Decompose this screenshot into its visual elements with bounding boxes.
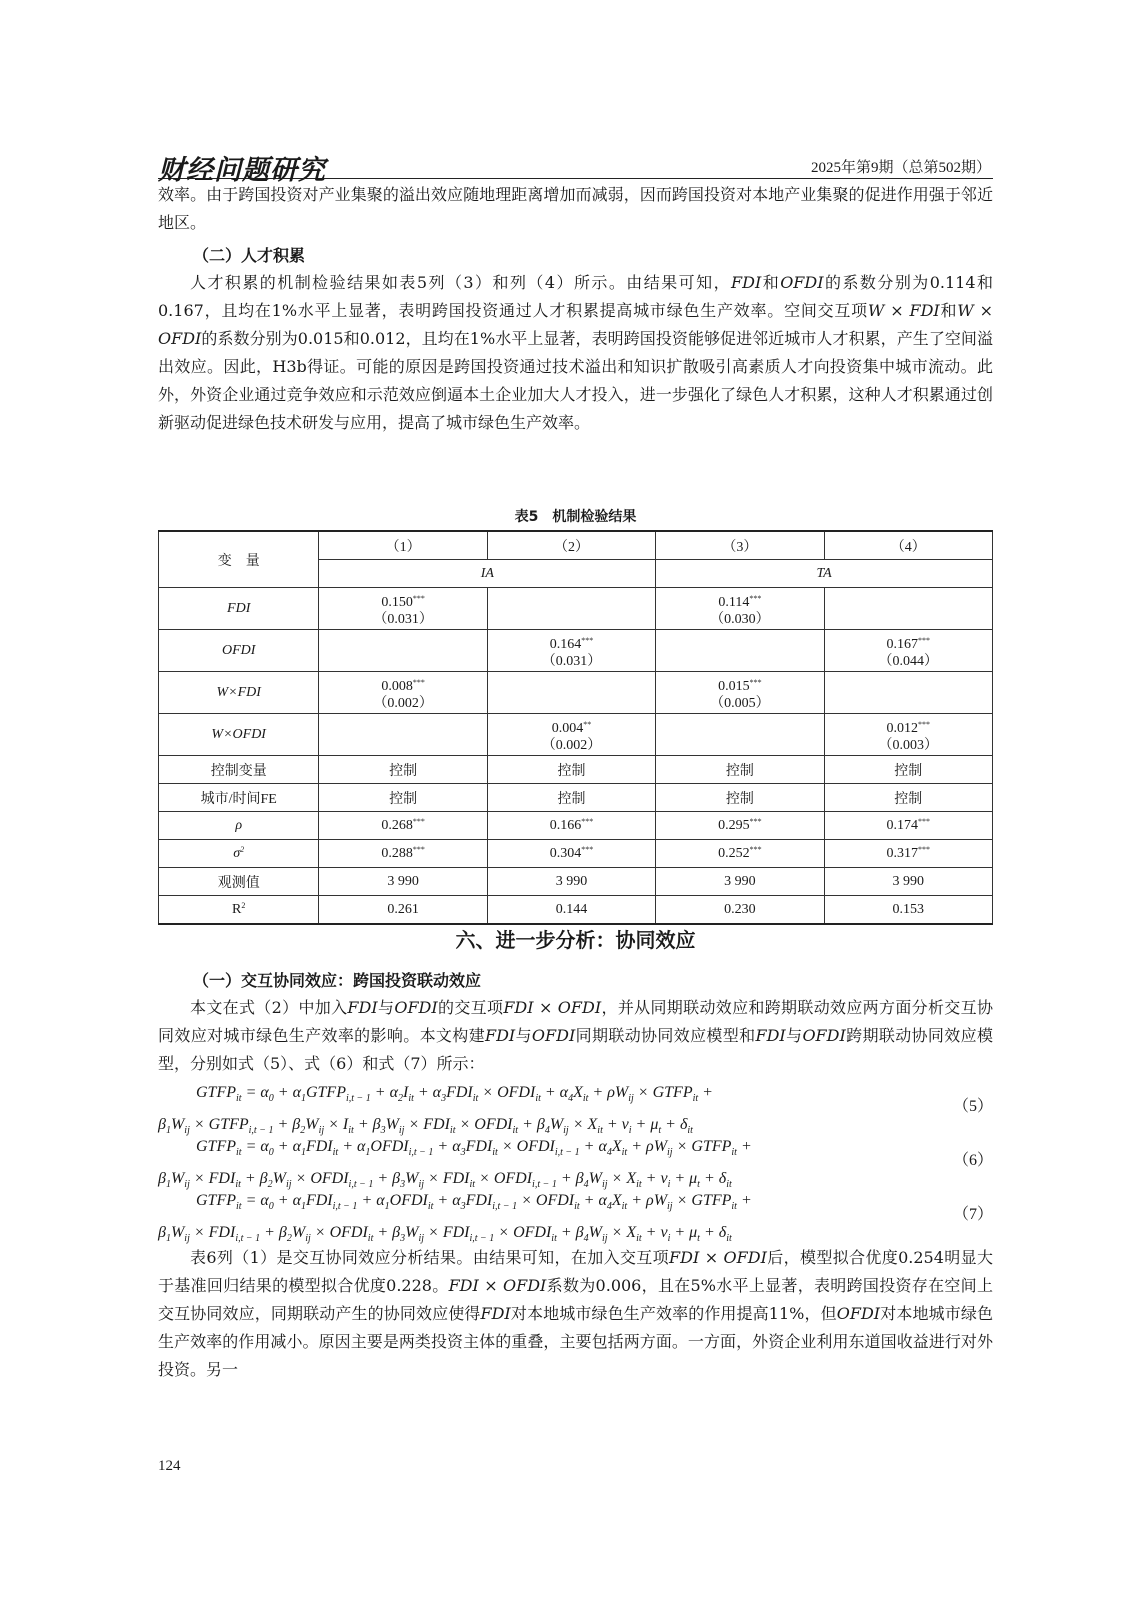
row-label-rho: ρ xyxy=(159,812,319,840)
table-cell: 控制 xyxy=(656,756,824,784)
mechanism-table xyxy=(158,530,993,925)
subheading-talent: （二）人才积累 xyxy=(193,246,306,265)
running-header xyxy=(158,148,993,186)
table-cell: 3 990 xyxy=(656,868,824,896)
table-cell: 0.230 xyxy=(656,896,824,925)
table-cell xyxy=(824,672,992,714)
equation-7: $GTFP_{it} = \alpha_0 + \alpha_1FDI_{i,t - 1}$ + $\alpha_1OFDI_{it} + \alpha_3FDI_{i,t - 1}$ × $OFDI_{it} + \alpha_4X_{it} + \rho W_{ij}$ × $GTFP_{it}$ + $\beta_1W_{ij} \times FDI_{i,t - 1} + \beta_2W_{ij}$ × $OFDI_{it} + \beta_3W_{ij} \times FDI_{i,t - 1}$ × $OFDI_{it} + \beta_4W_{ij} \times X_{it} + \nu_i + \mu_t + \delta_{it}$ （7） xyxy=(158,1192,993,1244)
paragraph-talent: 人才积累的机制检验结果如表5列（3）和列（4）所示。由结果可知，FDI和OFDI的系数分别为0.114和0.167，且均在1%水平上显著，表明跨国投资通过人才积累提高城市绿色生产效率。空间交互项W × FDI和W × OFDI的系数分别为0.015和0.012，且均在1%水平上显著，表明跨国投资能够促进邻近城市人才积累，产生了空间溢出效应。因此，H3b得证。可能的原因是跨国投资通过技术溢出和知识扩散吸引高素质人才向投资集中城市流动。此外，外资企业通过竞争效应和示范效应倒逼本土企业加大人才投入，进一步强化了绿色人才积累，这种人才积累通过创新驱动促进绿色技术研发与应用，提高了城市绿色生产效率。 xyxy=(158,273,993,432)
table-cell: 0.004** （0.002） xyxy=(487,714,655,756)
table-cell: 控制 xyxy=(319,756,487,784)
group-header-ta: TA xyxy=(656,560,993,588)
table-cell xyxy=(319,630,487,672)
table-row xyxy=(159,714,993,756)
col-header: （3） xyxy=(656,531,824,560)
row-label-controls: 控制变量 xyxy=(159,756,319,784)
table-cell: 0.008*** （0.002） xyxy=(319,672,487,714)
paper-page xyxy=(158,0,993,1600)
table-row xyxy=(159,868,993,896)
table-cell: 0.153 xyxy=(824,896,992,925)
table-row xyxy=(159,672,993,714)
table-caption: 表5 机制检验结果 xyxy=(514,509,637,525)
equation-6: $GTFP_{it} = \alpha_0 + \alpha_1FDI_{it}$ + $\alpha_1OFDI_{i,t - 1} + \alpha_3FDI_{it}$ × $OFDI_{i,t - 1} + \alpha_4X_{it} + \rho W_{ij}$ × $GTFP_{it}$ + $\beta_1W_{ij} \times FDI_{it} + \beta_2W_{ij}$ × $OFDI_{i,t - 1} + \beta_3W_{ij} \times FDI_{it}$ × $OFDI_{i,t - 1} + \beta_4W_{ij} \times X_{it} + \nu_i + \mu_t + \delta_{it}$ （6） xyxy=(158,1138,993,1190)
table-row xyxy=(159,588,993,630)
table-cell xyxy=(824,588,992,630)
table-row xyxy=(159,756,993,784)
equation-number: （7） xyxy=(952,1206,993,1223)
row-label-obs: 观测值 xyxy=(159,868,319,896)
equation-number: （6） xyxy=(952,1152,993,1169)
table-cell: 0.167*** （0.044） xyxy=(824,630,992,672)
table-cell: 0.288*** xyxy=(319,840,487,868)
table-cell: 控制 xyxy=(487,784,655,812)
table-cell: 0.261 xyxy=(319,896,487,925)
table-cell: 3 990 xyxy=(487,868,655,896)
table-row xyxy=(159,812,993,840)
table-cell: 0.268*** xyxy=(319,812,487,840)
table-row xyxy=(159,784,993,812)
table-cell: 0.150*** （0.031） xyxy=(319,588,487,630)
table-cell: 3 990 xyxy=(319,868,487,896)
table-cell: 0.317*** xyxy=(824,840,992,868)
table-cell: 0.144 xyxy=(487,896,655,925)
table-cell: 0.304*** xyxy=(487,840,655,868)
table-cell: 0.166*** xyxy=(487,812,655,840)
row-label-fe: 城市/时间FE xyxy=(159,784,319,812)
table-cell: 0.295*** xyxy=(656,812,824,840)
row-label-w-ofdi: W×OFDI xyxy=(159,714,319,756)
table-row xyxy=(159,630,993,672)
row-label-sigma: $\sigma^2$ xyxy=(159,840,319,868)
subheading-interaction: （一）交互协同效应：跨国投资联动效应 xyxy=(193,971,482,990)
row-label-w-fdi: W×FDI xyxy=(159,672,319,714)
table-cell xyxy=(656,630,824,672)
table-cell: 0.164*** （0.031） xyxy=(487,630,655,672)
paragraph-model: 本文在式（2）中加入FDI与OFDI的交互项FDI × OFDI，并从同期联动效应和跨期联动效应两方面分析交互协同效应对城市绿色生产效率的影响。本文构建FDI与OFDI同期联动协同效应模型和FDI与OFDI跨期联动协同效应模型，分别如式（5）、式（6）和式（7）所示： xyxy=(158,998,993,1073)
table-cell: 0.012*** （0.003） xyxy=(824,714,992,756)
row-label-r2: $R^2$ xyxy=(159,896,319,925)
col-header: （1） xyxy=(319,531,487,560)
table-cell: 控制 xyxy=(319,784,487,812)
table-cell: 0.114*** （0.030） xyxy=(656,588,824,630)
issue-info: 2025年第9期（总第502期） xyxy=(810,160,991,176)
row-label-fdi: FDI xyxy=(159,588,319,630)
col-header: （4） xyxy=(824,531,992,560)
table-cell: 0.174*** xyxy=(824,812,992,840)
table-cell: 控制 xyxy=(487,756,655,784)
table-cell: 3 990 xyxy=(824,868,992,896)
equation-5: $GTFP_{it} = \alpha_0$ + $\alpha_1GTFP_{i,t - 1} + \alpha_2I_{it} + \alpha_3FDI_{it}$ × $OFDI_{it} + \alpha_4X_{it} + \rho W_{ij}$ × $GTFP_{it}$ + $\beta_1W_{ij}$ × $GTFP_{i,t - 1} + \beta_2W_{ij} \times I_{it} + \beta_3W_{ij} \times FDI_{it}$ × $OFDI_{it} + \beta_4W_{ij} \times X_{it} + \nu_i + \mu_t + \delta_{it}$ （5） xyxy=(158,1084,993,1136)
journal-title: 财经问题研究 xyxy=(158,155,326,186)
table-cell xyxy=(319,714,487,756)
table-cell xyxy=(656,714,824,756)
table-row xyxy=(159,840,993,868)
paragraph-result: 表6列（1）是交互协同效应分析结果。由结果可知，在加入交互项FDI × OFDI后，模型拟合优度0.254明显大于基准回归结果的模型拟合优度0.228。FDI × OFDI系数为0.006，且在5%水平上显著，表明跨国投资存在空间上交互协同效应，同期联动产生的协同效应使得FDI对本地城市绿色生产效率的作用提高11%，但OFDI对本地城市绿色生产效率的作用减小。原因主要是两类投资主体的重叠，主要包括两方面。一方面，外资企业利用东道国收益进行对外投资。另一 xyxy=(158,1248,993,1379)
table-cell: 0.015*** （0.005） xyxy=(656,672,824,714)
table-cell: 控制 xyxy=(824,756,992,784)
paragraph-intro: 效率。由于跨国投资对产业集聚的溢出效应随地理距离增加而减弱，因而跨国投资对本地产业集聚的促进作用强于邻近地区。 xyxy=(158,185,993,232)
table-cell xyxy=(487,588,655,630)
table-cell xyxy=(487,672,655,714)
table-cell: 控制 xyxy=(824,784,992,812)
section-heading: 六、进一步分析：协同效应 xyxy=(455,928,696,952)
equation-number: （5） xyxy=(952,1098,993,1115)
group-header-ia: IA xyxy=(319,560,656,588)
col-header: （2） xyxy=(487,531,655,560)
var-header: 变 量 xyxy=(159,531,319,588)
page-number: 124 xyxy=(158,1458,181,1474)
table-cell: 0.252*** xyxy=(656,840,824,868)
row-label-ofdi: OFDI xyxy=(159,630,319,672)
table-cell: 控制 xyxy=(656,784,824,812)
table-row xyxy=(159,896,993,925)
